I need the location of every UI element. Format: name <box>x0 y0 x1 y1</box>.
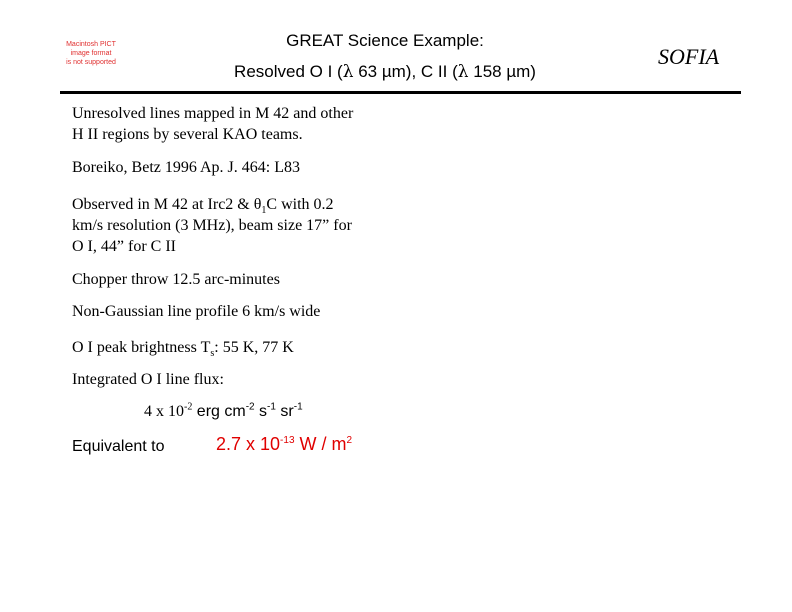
flux-unit: erg cm <box>192 403 246 420</box>
equivalent-label: Equivalent to <box>72 438 165 455</box>
flux-exponent: -2 <box>245 401 255 413</box>
slide-subtitle <box>160 62 610 82</box>
paragraph-chopper-throw: Chopper throw 12.5 arc-minutes <box>72 271 280 288</box>
flux-exponent: -1 <box>267 401 276 413</box>
paragraph-line: km/s resolution (3 MHz), beam size 17” for <box>72 217 352 234</box>
header-divider <box>60 91 741 94</box>
subtitle-text: 158 µm) <box>468 62 536 81</box>
brightness-subscript: s <box>210 348 215 360</box>
paragraph-line-profile: Non-Gaussian line profile 6 km/s wide <box>72 303 321 320</box>
placeholder-line: Macintosh PICT <box>66 41 116 48</box>
brightness-text: O I peak brightness T <box>72 339 211 356</box>
flux-unit: sr <box>275 403 294 420</box>
paragraph-peak-brightness <box>72 337 294 358</box>
slide-title: GREAT Science Example: <box>286 31 484 50</box>
unsupported-image-placeholder <box>60 40 122 74</box>
observation-text: Observed in M 42 at Irc2 & <box>72 196 254 213</box>
brightness-text: : 55 K, 77 K <box>214 339 294 356</box>
paragraph-reference: Boreiko, Betz 1996 Ap. J. 464: L83 <box>72 159 300 176</box>
flux-base: 4 x 10 <box>144 403 184 420</box>
flux-exponent: -1 <box>293 401 303 413</box>
theta-symbol: θ <box>253 196 262 213</box>
theta-subscript: 1 <box>261 205 267 217</box>
subtitle-text: 63 µm), C II ( <box>353 62 458 81</box>
equivalent-unit: W / m <box>294 434 347 454</box>
paragraph-line: O I, 44” for C II <box>72 238 176 255</box>
flux-exponent: -2 <box>184 401 193 413</box>
lambda-symbol: λ <box>342 62 354 82</box>
paragraph-observation <box>72 194 352 257</box>
paragraph-line <box>72 194 352 215</box>
observation-text: C with 0.2 <box>266 196 334 213</box>
equivalent-value <box>216 434 352 455</box>
sofia-logo-text: SOFIA <box>658 44 720 69</box>
paragraph-unresolved-lines <box>72 103 353 145</box>
equivalent-base: 2.7 x 10 <box>216 434 281 454</box>
placeholder-line: image format <box>70 50 112 57</box>
equivalent-exponent: -13 <box>280 435 295 446</box>
lambda-symbol: λ <box>457 62 469 82</box>
paragraph-line: H II regions by several KAO teams. <box>72 126 303 143</box>
subtitle-text: Resolved O I ( <box>234 62 343 81</box>
flux-unit: s <box>254 403 268 420</box>
flux-value <box>144 401 303 422</box>
paragraph-integrated-flux: Integrated O I line flux: <box>72 371 224 388</box>
paragraph-line: Unresolved lines mapped in M 42 and other <box>72 105 354 122</box>
placeholder-line: is not supported <box>66 59 116 66</box>
equivalent-exponent: 2 <box>346 435 353 446</box>
